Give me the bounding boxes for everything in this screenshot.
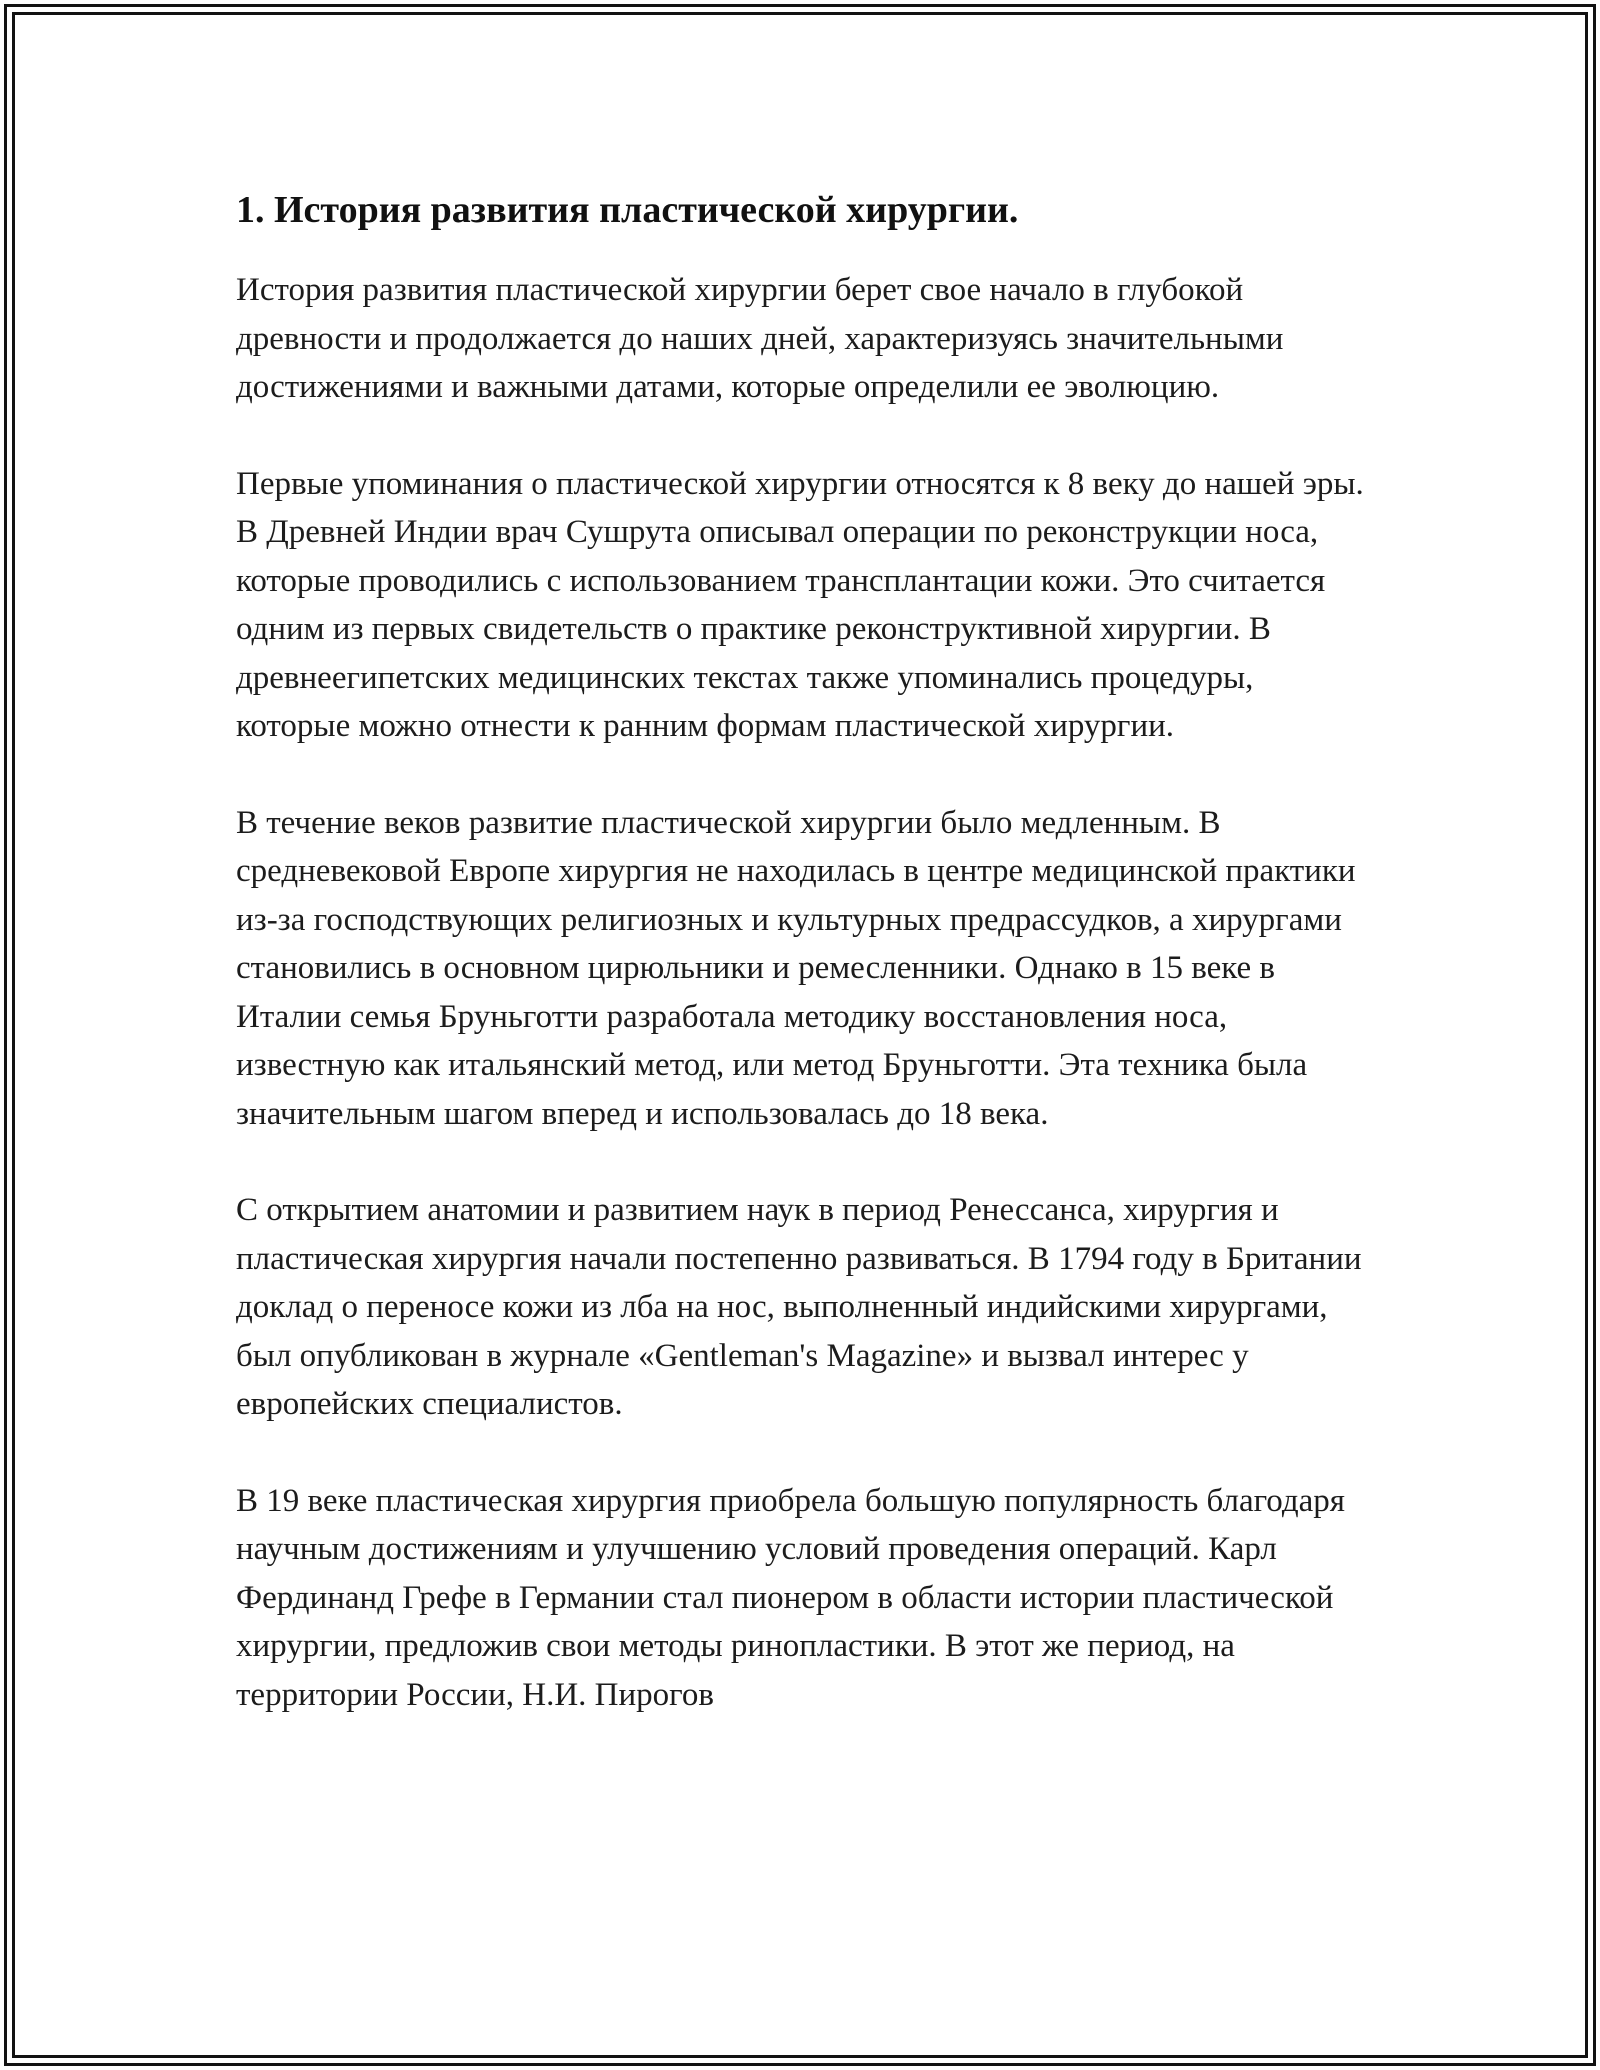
paragraph-renaissance: С открытием анатомии и развитием наук в период Ренессанса, хирургия и пластическая хирургия начали постепенно развиваться. В 1794 году в Британии доклад о переносе кожи из лба на нос, выполненный индийскими хирургами, был опубликован в журнале «Gentleman's Magazine» и вызвал интерес у европейских специалистов. [236, 1192, 1362, 1422]
document-body [236, 186, 1366, 1767]
section-heading: 1. История развития пластической хирургии. [236, 189, 1019, 231]
paragraph-ancient: Первые упоминания о пластической хирургии относятся к 8 веку до нашей эры. В Древней Индии врач Сушрута описывал операции по реконструкции носа, которые проводились с использованием трансплантации кожи. Это считается одним из первых свидетельств о практике реконструктивной хирургии. В древнеегипетских медицинских текстах также упоминались процедуры, которые можно отнести к ранним формам пластической хирургии. [236, 465, 1364, 744]
paragraph-medieval: В течение веков развитие пластической хирургии было медленным. В средневековой Европе хирургия не находилась в центре медицинской практики из-за господствующих религиозных и культурных предрассудков, а хирургами становились в основном цирюльники и ремесленники. Однако в 15 веке в Италии семья Бруньготти разработала методику восстановления носа, известную как итальянский метод, или метод Бруньготти. Эта техника была значительным шагом вперед и использовалась до 18 века. [236, 804, 1356, 1132]
paragraph-19th-century: В 19 веке пластическая хирургия приобрела большую популярность благодаря научным достижениям и улучшению условий проведения операций. Карл Фердинанд Грефе в Германии стал пионером в области истории пластической хирургии, предложив свои методы ринопластики. В этот же период, на территории России, Н.И. Пирогов [236, 1482, 1345, 1713]
paragraph-intro: История развития пластической хирургии берет свое начало в глубокой древности и продолжается до наших дней, характеризуясь значительными достижениями и важными датами, которые определили ее эволюцию. [236, 272, 1284, 405]
